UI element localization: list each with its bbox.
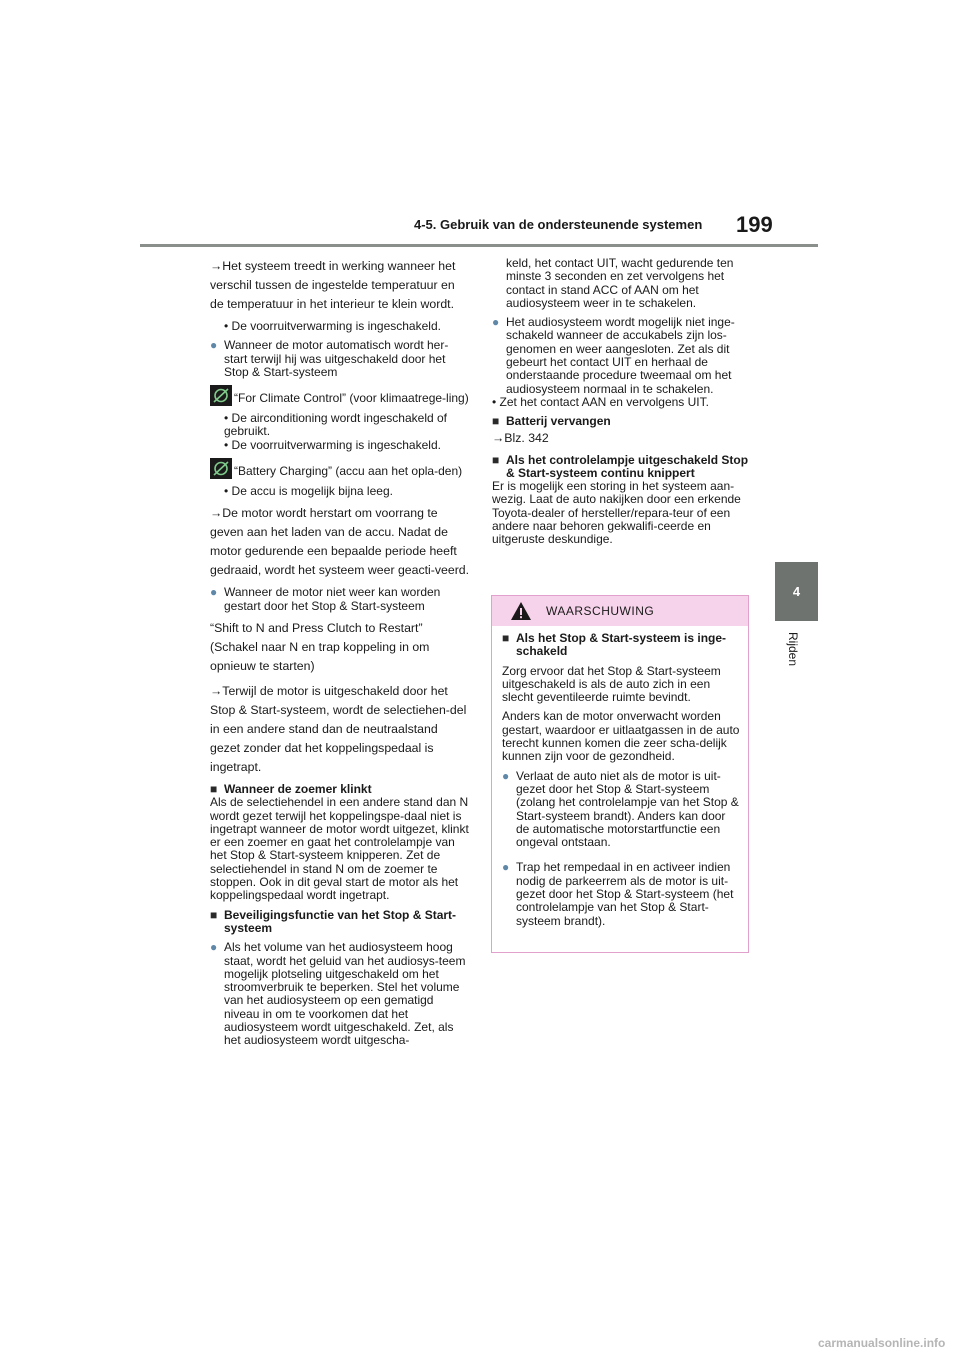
dot-bullet-icon: ● [502, 860, 510, 875]
bullet-item: • Zet het contact AAN en vervolgens UIT. [492, 394, 709, 409]
square-bullet-icon: ■ [502, 631, 510, 645]
paragraph: Als de selectiehendel in een andere stand dan N wordt gezet terwijl het koppelingspe-daal niet is ingetrapt wanneer de motor wordt uitgezet, klinkt er een zoemer en gaat het controlelampje van het Stop & Start-systeem knipperen. Zet de selectiehendel in stand N om de zoemer te stoppen. Ook in dit geval start de motor als het koppelingspedaal wordt ingetrapt. [210, 795, 469, 903]
dot-item-text: Verlaat de auto niet als de motor is uit-gezet door het Stop & Start-systeem (zolang het controlelampje van het Stop & Start-systeem brandt). Anders kan door de automatische motorstartfunctie een ongeval ontstaan. [516, 768, 739, 850]
dot-item [502, 861, 740, 927]
dot-item-text: Wanneer de motor automatisch wordt her-start terwijl hij was uitgeschakeld door het Stop & Start-systeem [224, 338, 449, 379]
subheading [492, 415, 754, 428]
warning-title: WAARSCHUWING [546, 604, 655, 618]
bullet-item: • De voorruitverwarming is ingeschakeld. [224, 437, 441, 452]
subheading-text: Als het Stop & Start-systeem is inge-schakeld [516, 631, 727, 659]
dot-bullet-icon: ● [502, 768, 510, 783]
header-rule [140, 244, 818, 247]
paragraph: keld, het contact UIT, wacht gedurende ten minste 3 seconden en zet vervolgens het contact in stand ACC of AAN om het audiosysteem weer in te schakelen. [506, 256, 734, 310]
subheading [210, 909, 470, 936]
message-text: “Battery Charging” (accu aan het opla-den) [234, 464, 463, 479]
subheading-text: Wanneer de zoemer klinkt [224, 781, 372, 796]
page-number: 199 [736, 212, 773, 237]
bullet-item: • De accu is mogelijk bijna leeg. [224, 484, 393, 499]
subheading [210, 783, 470, 796]
dot-bullet-icon: ● [210, 338, 218, 353]
dot-item-text: Het audiosysteem wordt mogelijk niet inge-schakeld wanneer de accukabels zijn los-genomen en weer aangesloten. Zet als dit gebeurt het contact UIT en herhaal de onderstaande procedure tweemaal om het audiosysteem normaal in te schakelen. [506, 315, 735, 396]
subheading [502, 632, 740, 659]
bullet-item: • De voorruitverwarming is ingeschakeld. [224, 319, 441, 333]
warning-header [492, 596, 748, 626]
left-column [210, 257, 470, 1048]
warning-triangle-icon [510, 601, 532, 621]
dot-item [502, 770, 740, 850]
paragraph: Anders kan de motor onverwacht worden gestart, waardoor er uitlaatgassen in de auto terecht kunnen komen die zeer scha-delijk kunnen zijn voor de gezondheid. [502, 709, 740, 764]
paragraph: Zorg ervoor dat het Stop & Start-systeem uitgeschakeld is als de auto zich in een slecht geventileerde ruimte bevindt. [502, 663, 721, 705]
subheading [492, 454, 754, 481]
paragraph: →Het systeem treedt in werking wanneer het verschil tussen de ingestelde temperatuur en de temperatuur in het interieur te klein wordt. [210, 259, 456, 311]
dot-item [492, 316, 754, 396]
dot-item-text: Als het volume van het audiosysteem hoog staat, wordt het geluid van het audiosys-teem mogelijk plotseling uitgeschakeld om het stroomverbruik te beperken. Stel het volume van het audiosysteem op een gematigd niveau in om te voorkomen dat het audiosysteem wordt uitgeschakeld. Zet, als het audiosysteem wordt uitgescha- [224, 940, 466, 1048]
section-title: 4-5. Gebruik van de ondersteunende systemen [414, 217, 703, 232]
dot-item [210, 941, 470, 1047]
warning-body [492, 626, 748, 928]
dot-item-text: Trap het rempedaal in en activeer indien nodig de parkeerrem als de motor is uit-gezet door het Stop & Start-systeem (het controlelampje van het Stop & Start-systeem brandt). [516, 860, 734, 928]
subheading-text: Als het controlelampje uitgeschakeld Stop & Start-systeem continu knippert [506, 452, 749, 480]
chapter-tab: 4 [775, 562, 818, 621]
message-item [210, 458, 470, 479]
dot-bullet-icon: ● [210, 940, 218, 955]
square-bullet-icon: ■ [210, 907, 218, 922]
square-bullet-icon: ■ [492, 414, 500, 429]
bullet-item: • De airconditioning wordt ingeschakeld of gebruikt. [224, 411, 447, 439]
paragraph: →Blz. 342 [492, 430, 549, 445]
square-bullet-icon: ■ [210, 781, 218, 796]
dot-item [210, 339, 470, 379]
stop-start-indicator-icon [210, 385, 232, 406]
paragraph: Er is mogelijk een storing in het systeem aan-wezig. Laat de auto nakijken door een erkende Toyota-dealer of hersteller/repara-teur of een andere naar behoren gekwalifi-ceerde en uitgeruste deskundige. [492, 479, 741, 547]
warning-box [491, 595, 749, 953]
stop-start-indicator-icon [210, 458, 232, 479]
dot-item [210, 586, 470, 613]
dot-item-text: Wanneer de motor niet weer kan worden gestart door het Stop & Start-systeem [224, 585, 441, 613]
paragraph: →De motor wordt herstart om voorrang te geven aan het laden van de accu. Nadat de motor gedurende een bepaalde periode heeft gedraaid, wordt het systeem weer geacti-veerd. [210, 506, 470, 578]
footer-watermark: carmanualsonline.info [818, 1336, 946, 1350]
chapter-tab-label: Rijden [786, 632, 800, 667]
subheading-text: Beveiligingsfunctie van het Stop & Start-systeem [224, 907, 457, 935]
message-item [210, 385, 470, 406]
subheading-text: Batterij vervangen [506, 414, 611, 429]
message-text: “For Climate Control” (voor klimaatrege-ling) [234, 391, 469, 406]
dot-bullet-icon: ● [210, 585, 218, 600]
paragraph: →Terwijl de motor is uitgeschakeld door het Stop & Start-systeem, wordt de selectiehen-del in een andere stand dan de neutraalstand gezet zonder dat het koppelingspedaal is ingetrapt. [210, 683, 467, 774]
dot-bullet-icon: ● [492, 315, 500, 330]
paragraph: “Shift to N and Press Clutch to Restart” (Schakel naar N en trap koppeling in om opnieuw te starten) [210, 620, 430, 673]
right-column [492, 257, 754, 547]
square-bullet-icon: ■ [492, 452, 500, 467]
